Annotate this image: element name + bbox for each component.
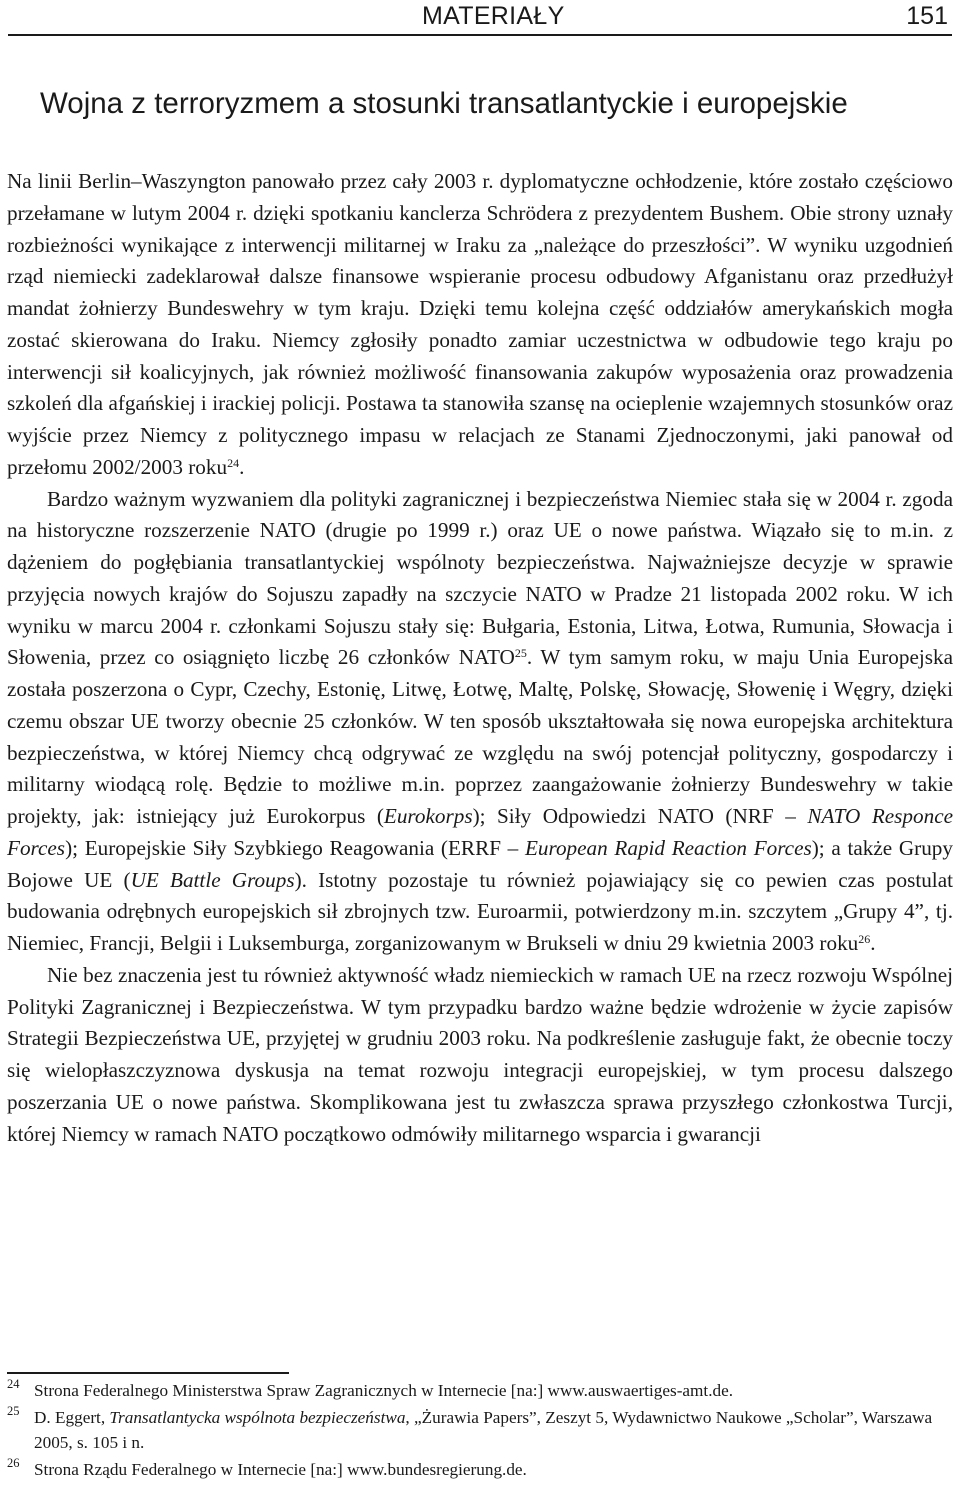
footnote-number: 25 [7,1404,20,1418]
footnote-text [34,1405,953,1455]
paragraph-2-text-c: ); Siły Odpowiedzi NATO (NRF – [472,804,808,828]
footnotes [7,1378,953,1484]
italic-nrf: NATO Responce Forces [7,804,954,860]
running-header [8,0,952,36]
footnote-text: Strona Rządu Federalnego w Internecie [na:] www.bundesregierung.de. [34,1460,527,1479]
footnote-source: , „Żurawia Papers”, Zeszyt 5, Wydawnictwo Naukowe „Scholar”, Warszawa 2005, s. 105 i n. [34,1408,933,1452]
body-text [7,166,953,1150]
footnote-ref-26[interactable]: 26 [858,932,871,946]
footnote-ref-24[interactable]: 24 [227,455,240,470]
page-number: 151 [906,2,948,30]
italic-eurokorps: Eurokorps [383,804,473,828]
footnote-text: Strona Federalnego Ministerstwa Spraw Zagranicznych w Internecie [na:] www.auswaertiges-amt.de. [34,1381,734,1400]
paragraph-1 [7,166,953,484]
paragraph-2-text-f: ). Istotny pozostaje tu również pojawiający się co pewien czas postulat budowania odrębnych europejskich sił zbrojnych tzw. Euroarmii, potwierdzony m.in. szczytem „Grupy 4”, tj. Niemiec, Francji, Belgii i Luksemburga, zorganizowanym w Brukseli w dniu 29 kwietnia 2003 roku [7,867,953,955]
footnote-author: D. Eggert, [34,1408,110,1427]
paragraph-1-text: Na linii Berlin–Waszyngton panowało przez cały 2003 r. dyplomatyczne ochłodzenie, które zostało częściowo przełamane w lutym 2004 r. dzięki spotkaniu kanclerza Schrödera z prezydentem Bushem. Obie strony uznały rozbieżności wynikające z interwencji militarnej w Iraku za „należące do przeszłości”. W wyniku uzgodnień rząd niemiecki zadeklarował dalsze finansowe wspieranie procesu odbudowy Afganistanu oraz przedłużył mandat żołnierzy Bundeswehry w tym kraju. Dzięki temu kolejna część oddziałów amerykańskich mogła zostać skierowana do Iraku. Niemcy zgłosiły ponadto zamiar uczestnictwa w odbudowie tego kraju po interwencji sił koalicyjnych, jak również możliwość finansowania zakupów wyposażenia oraz prowadzenia szkoleń dla afgańskiej i irackiej policji. Postawa ta stanowiła szansę na ocieplenie wzajemnych stosunków oraz wyjście przez Niemcy z politycznego impasu w relacjach ze Stanami Zjednoczonymi, jaki panował od przełomu 2002/2003 roku [7,169,953,479]
footnote-24 [7,1378,953,1403]
paragraph-1-end: . [239,454,245,479]
footnote-25 [7,1405,953,1455]
paragraph-2-text-e: ); a także Grupy Bojowe UE ( [7,835,953,892]
footnote-26 [7,1457,953,1482]
paragraph-3: Nie bez znaczenia jest tu również aktywność władz niemieckich w ramach UE na rzecz rozwoju Wspólnej Polityki Zagranicznej i Bezpieczeństwa. W tym przypadku bardzo ważne będzie wdrożenie w życie zapisów Strategii Bezpieczeństwa UE, przyjętej w grudniu 2003 roku. Na podkreślenie zasługuje fakt, że obecnie toczy się wielopłaszczyznowa dyskusja na temat rozwoju integracji europejskiej, w tym procesu dalszego poszerzania UE o nowe państwa. Skomplikowana jest tu zwłaszcza sprawa przyszłego członkostwa Turcji, której Niemcy w ramach NATO początkowo odmówiły militarnego wsparcia i gwarancji [7,962,953,1146]
section-label: MATERIAŁY [422,2,565,30]
article-title: Wojna z terroryzmem a stosunki transatlantyckie i europejskie [40,87,848,120]
paragraph-2 [7,484,953,960]
italic-errf: European Rapid Reaction Forces [524,835,812,860]
footnote-italic-title: Transatlantycka wspólnota bezpieczeństwa [109,1408,406,1427]
footnote-number: 26 [7,1456,20,1470]
paragraph-2-text-a: Bardzo ważnym wyzwaniem dla polityki zagranicznej i bezpieczeństwa Niemiec stała się w 2004 r. zgoda na historyczne rozszerzenie NATO (drugie po 1999 r.) oraz UE o nowe państwa. Wiązało się to m.in. z dążeniem do pogłębiania transatlantyckiej wspólnoty bezpieczeństwa. Najważniejsze decyzje w sprawie przyjęcia nowych krajów do Sojuszu zapadły na szczycie NATO w Pradze 21 listopada 2002 roku. W ich wyniku w marcu 2004 r. członkami Sojuszu stały się: Bułgaria, Estonia, Litwa, Łotwa, Rumunia, Słowacja i Słowenia, przez co osiągnięto liczbę 26 członków NATO [7,486,953,670]
paragraph-2-text-d: ); Europejskie Siły Szybkiego Reagowania (ERRF – [65,835,525,860]
italic-battle-groups: UE Battle Groups [130,867,295,892]
footnote-ref-25[interactable]: 25 [514,646,527,661]
footnote-divider [7,1372,289,1374]
paragraph-2-end: . [870,931,876,955]
paragraph-2-text-b: . W tym samym roku, w maju Unia Europejska została poszerzona o Cypr, Czechy, Estonię, Litwę, Łotwę, Maltę, Polskę, Słowację, Słowenię i Węgry, dzięki czemu obszar UE tworzy obecnie 25 członków. W ten sposób ukształtowała się nowa europejska architektura bezpieczeństwa, w której Niemcy chcą odgrywać ze względu na swój potencjał polityczny, gospodarczy i militarny wiodącą rolę. Będzie to możliwe m.in. poprzez zaangażowanie żołnierzy Bundeswehry w takie projekty, jak: istniejący już Eurokorpus ( [7,645,953,828]
footnote-number: 24 [7,1377,20,1391]
